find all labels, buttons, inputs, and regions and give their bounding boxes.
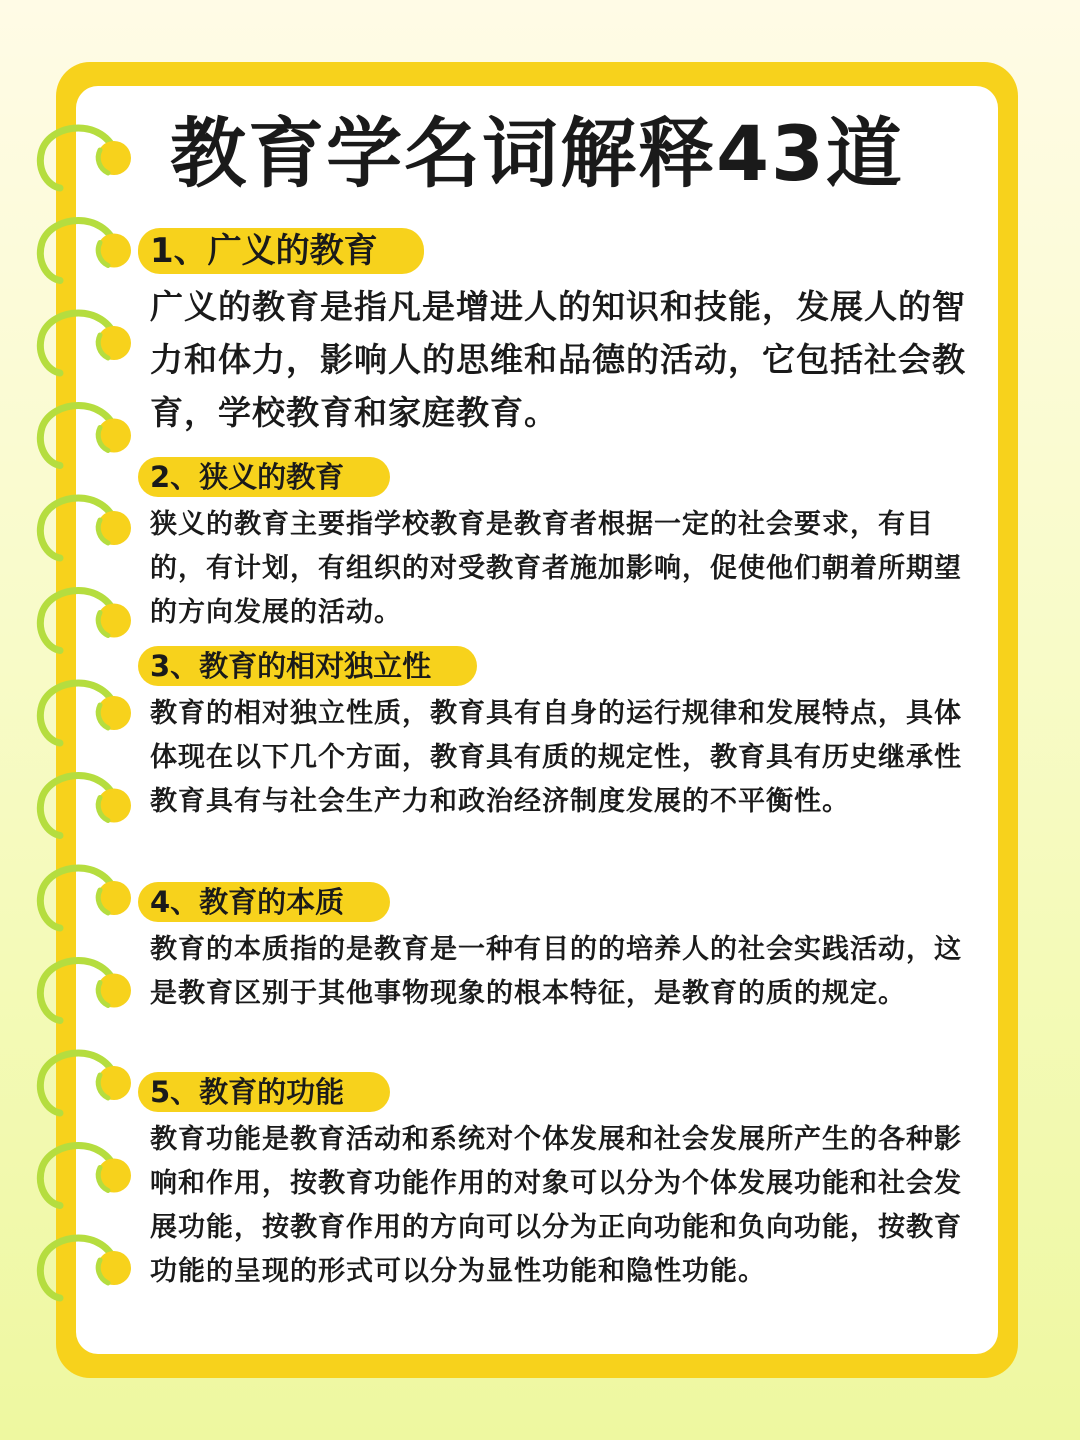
term-section-1 bbox=[138, 228, 978, 439]
binding-ring bbox=[40, 776, 131, 836]
binding-ring bbox=[40, 683, 131, 743]
term-heading-1: 1、广义的教育 bbox=[138, 228, 424, 274]
binding-ring bbox=[40, 1238, 131, 1298]
term-section-2 bbox=[138, 457, 978, 635]
term-section-3 bbox=[138, 646, 978, 824]
term-heading-3: 3、教育的相对独立性 bbox=[138, 646, 477, 686]
binding-ring bbox=[40, 221, 131, 281]
term-heading-2: 2、狭义的教育 bbox=[138, 457, 390, 497]
binding-ring bbox=[40, 961, 131, 1021]
binding-ring bbox=[40, 313, 131, 373]
spiral-binding bbox=[0, 0, 160, 1440]
term-definition-4: 教育的本质指的是教育是一种有目的的培养人的社会实践活动，这是教育区别于其他事物现象的根本特征，是教育的质的规定。 bbox=[150, 934, 962, 1009]
term-section-4 bbox=[138, 882, 978, 1016]
binding-ring bbox=[40, 1053, 131, 1113]
term-definition-5: 教育功能是教育活动和系统对个体发展和社会发展所产生的各种影响和作用，按教育功能作用的对象可以分为个体发展功能和社会发展功能，按教育作用的方向可以分为正向功能和负向功能，按教育功能的呈现的形式可以分为显性功能和隐性功能。 bbox=[150, 1124, 962, 1287]
binding-ring bbox=[40, 498, 131, 558]
binding-ring bbox=[40, 868, 131, 928]
binding-ring bbox=[40, 406, 131, 466]
term-heading-5: 5、教育的功能 bbox=[138, 1072, 390, 1112]
term-definition-2: 狭义的教育主要指学校教育是教育者根据一定的社会要求，有目的，有计划，有组织的对受教育者施加影响，促使他们朝着所期望的方向发展的活动。 bbox=[150, 509, 962, 628]
term-heading-4: 4、教育的本质 bbox=[138, 882, 390, 922]
page-title: 教育学名词解释43道 bbox=[170, 109, 904, 198]
term-definition-3: 教育的相对独立性质，教育具有自身的运行规律和发展特点，具体体现在以下几个方面，教育具有质的规定性，教育具有历史继承性教育具有与社会生产力和政治经济制度发展的不平衡性。 bbox=[150, 698, 962, 817]
binding-ring bbox=[40, 1146, 131, 1206]
term-definition-1: 广义的教育是指凡是增进人的知识和技能，发展人的智力和体力，影响人的思维和品德的活动，它包括社会教育，学校教育和家庭教育。 bbox=[150, 287, 966, 432]
binding-ring bbox=[40, 591, 131, 651]
term-section-5 bbox=[138, 1072, 978, 1294]
